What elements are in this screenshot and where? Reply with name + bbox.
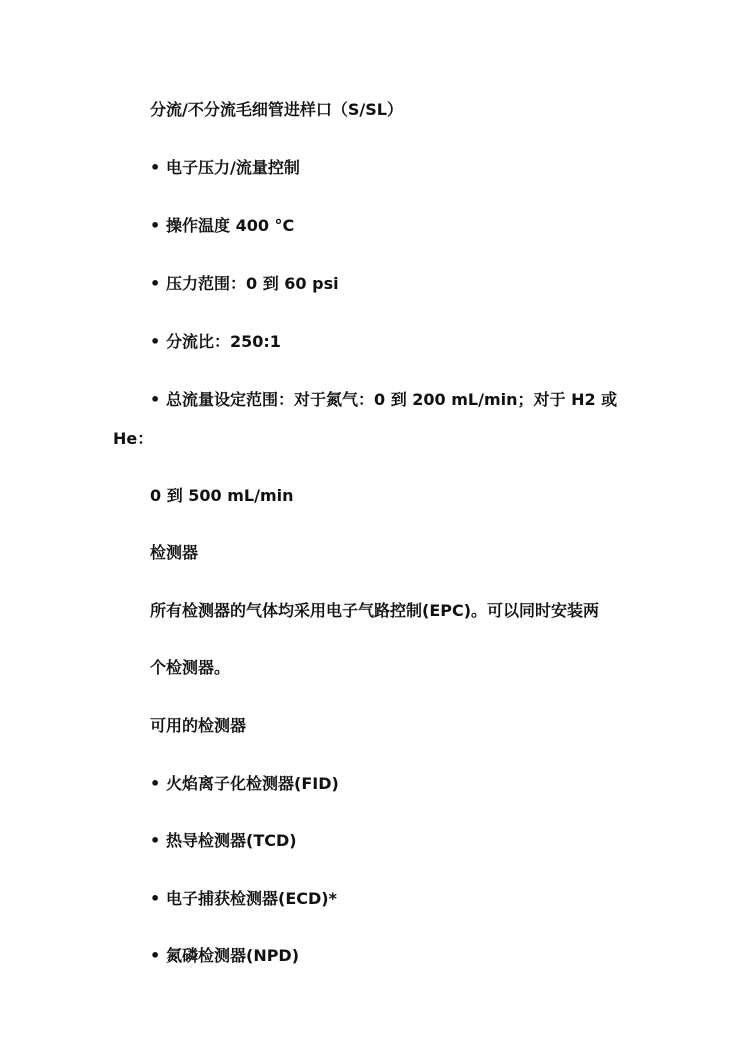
bullet-item	[150, 889, 337, 909]
inlet-heading: 分流/不分流毛细管进样口（S/SL）	[150, 100, 403, 119]
bullet-marker: •	[150, 332, 161, 351]
bullet-marker: •	[150, 889, 161, 908]
detectors-paragraph-line: 个检测器。	[150, 658, 231, 677]
bullet-text: 压力范围：0 到 60 psi	[166, 274, 339, 293]
detectors-paragraph-line: 所有检测器的气体均采用电子气路控制(EPC)。可以同时安装两	[150, 601, 600, 620]
bullet-marker: •	[150, 216, 161, 235]
bullet-marker: •	[150, 390, 161, 409]
available-detectors-heading: 可用的检测器	[150, 716, 247, 735]
bullet-item	[150, 831, 297, 851]
bullet-wrap-text: He：	[113, 429, 154, 448]
bullet-text: 分流比：250:1	[166, 332, 281, 351]
bullet-marker: •	[150, 831, 161, 850]
bullet-text: 火焰离子化检测器(FID)	[166, 774, 339, 793]
bullet-marker: •	[150, 274, 161, 293]
bullet-marker: •	[150, 774, 161, 793]
bullet-text: 电子压力/流量控制	[166, 158, 300, 177]
bullet-item	[150, 332, 281, 352]
bullet-text: 氮磷检测器(NPD)	[166, 946, 300, 965]
bullet-marker: •	[150, 946, 161, 965]
bullet-item	[150, 158, 300, 178]
bullet-item	[150, 216, 294, 236]
bullet-text: 热导检测器(TCD)	[166, 831, 297, 850]
bullet-text: 总流量设定范围：对于氮气：0 到 200 mL/min；对于 H2 或	[166, 390, 618, 409]
bullet-item	[150, 274, 339, 294]
continuation-text: 0 到 500 mL/min	[150, 486, 294, 505]
bullet-item	[150, 774, 339, 794]
bullet-item	[150, 946, 299, 966]
bullet-marker: •	[150, 158, 161, 177]
detectors-heading: 检测器	[150, 543, 199, 562]
bullet-item	[150, 390, 617, 410]
bullet-text: 操作温度 400 °C	[166, 216, 295, 235]
bullet-text: 电子捕获检测器(ECD)*	[166, 889, 337, 908]
